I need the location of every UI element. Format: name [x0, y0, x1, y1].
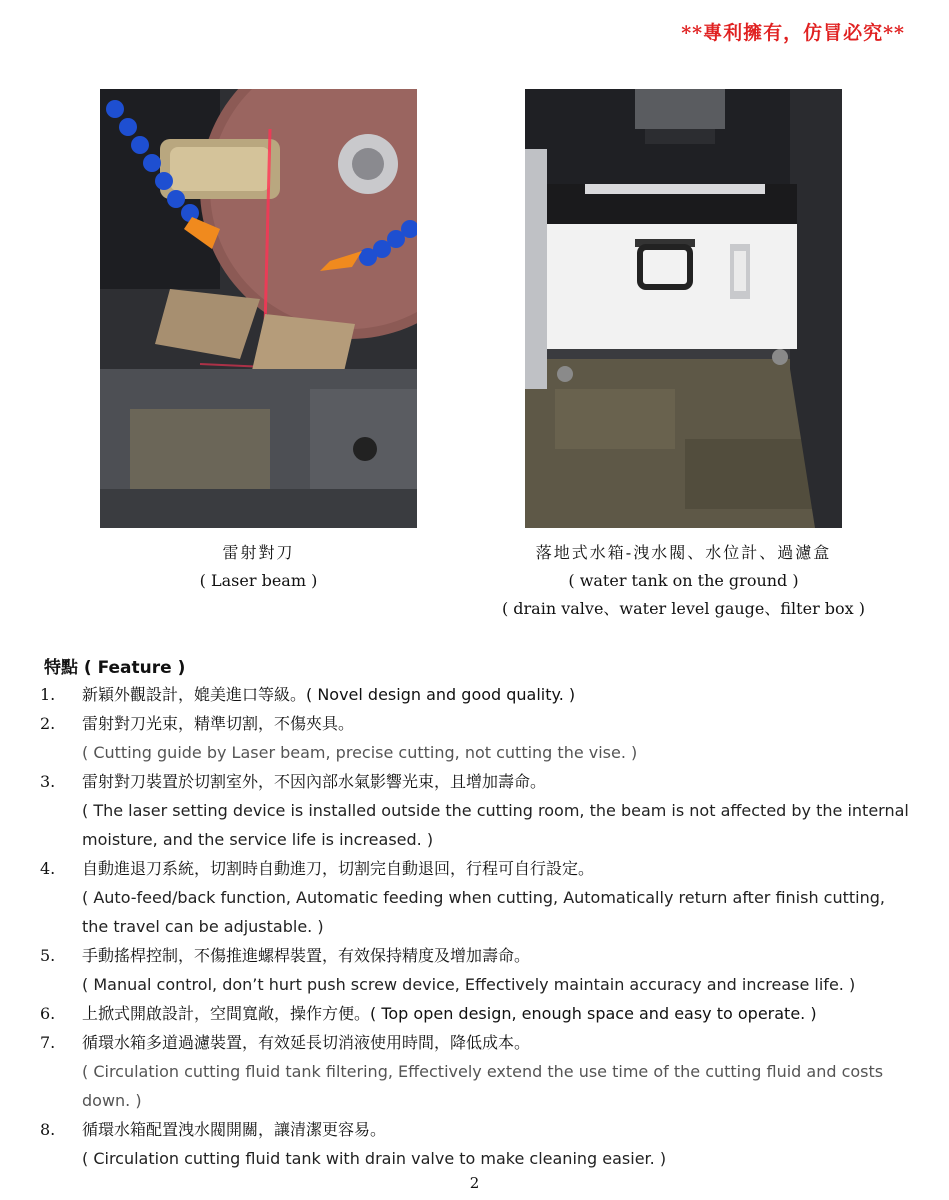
item-text: 新穎外觀設計，媲美進口等級。( Novel design and good quality. ) [82, 685, 576, 704]
item-text: 自動進退刀系統，切割時自動進刀，切割完自動退回，行程可自行設定。 [82, 859, 595, 878]
water-tank-photo [525, 89, 842, 528]
feature-item [40, 1028, 910, 1115]
item-text: 雷射對刀光束，精準切割，不傷夾具。 [82, 714, 355, 733]
item-number: 7. [40, 1033, 56, 1052]
feature-item [40, 999, 910, 1028]
item-number: 8. [40, 1120, 56, 1139]
laser-beam-illustration [100, 89, 417, 528]
caption-zh: 落地式水箱-洩水閥、水位計、過濾盒 [535, 543, 832, 562]
item-number: 3. [40, 772, 56, 791]
feature-item [40, 941, 910, 999]
feature-item [40, 709, 910, 767]
laser-beam-photo [100, 89, 417, 528]
item-translation: ( Cutting guide by Laser beam, precise cutting, not cutting the vise. ) [82, 743, 638, 762]
patent-notice: **專利擁有，仿冒必究** [681, 22, 905, 44]
item-text: 手動搖桿控制，不傷推進螺桿裝置，有效保持精度及增加壽命。 [82, 946, 531, 965]
item-translation: ( Circulation cutting fluid tank with drain valve to make cleaning easier. ) [82, 1149, 667, 1168]
caption-en: ( Laser beam ) [199, 571, 318, 590]
item-number: 2. [40, 714, 56, 733]
feature-item [40, 767, 910, 854]
water-tank-illustration [525, 89, 842, 528]
item-number: 4. [40, 859, 56, 878]
item-translation: ( Manual control, don’t hurt push screw device, Effectively maintain accuracy and increase life. ) [82, 975, 856, 994]
feature-list [40, 680, 910, 1173]
caption-en: ( water tank on the ground ) [568, 571, 799, 590]
item-text: 循環水箱多道過濾裝置，有效延長切消液使用時間，降低成本。 [82, 1033, 531, 1052]
caption-en-detail: ( drain valve、water level gauge、filter box ) [501, 599, 866, 618]
feature-title: 特點 ( Feature ) [44, 658, 186, 678]
item-translation: ( Circulation cutting fluid tank filtering, Effectively extend the use time of the cutting fluid and costs down. ) [82, 1062, 884, 1110]
page-number: 2 [469, 1174, 480, 1192]
water-tank-caption [495, 539, 872, 623]
item-number: 5. [40, 946, 56, 965]
item-number: 6. [40, 1004, 56, 1023]
item-text: 上掀式開啟設計，空間寬敞，操作方便。( Top open design, enough space and easy to operate. ) [82, 1004, 817, 1023]
laser-beam-caption [100, 539, 417, 595]
item-translation: ( The laser setting device is installed outside the cutting room, the beam is not affected by the internal moisture, and the service life is increased. ) [82, 801, 909, 849]
caption-zh: 雷射對刀 [222, 543, 295, 562]
item-text: 雷射對刀裝置於切割室外，不因內部水氣影響光束，且增加壽命。 [82, 772, 547, 791]
item-number: 1. [40, 685, 56, 704]
item-translation: ( Auto-feed/back function, Automatic feeding when cutting, Automatically return after finish cutting, the travel can be adjustable. ) [82, 888, 885, 936]
feature-item [40, 1115, 910, 1173]
item-text: 循環水箱配置洩水閥開關，讓清潔更容易。 [82, 1120, 387, 1139]
feature-item [40, 854, 910, 941]
feature-item [40, 680, 910, 709]
